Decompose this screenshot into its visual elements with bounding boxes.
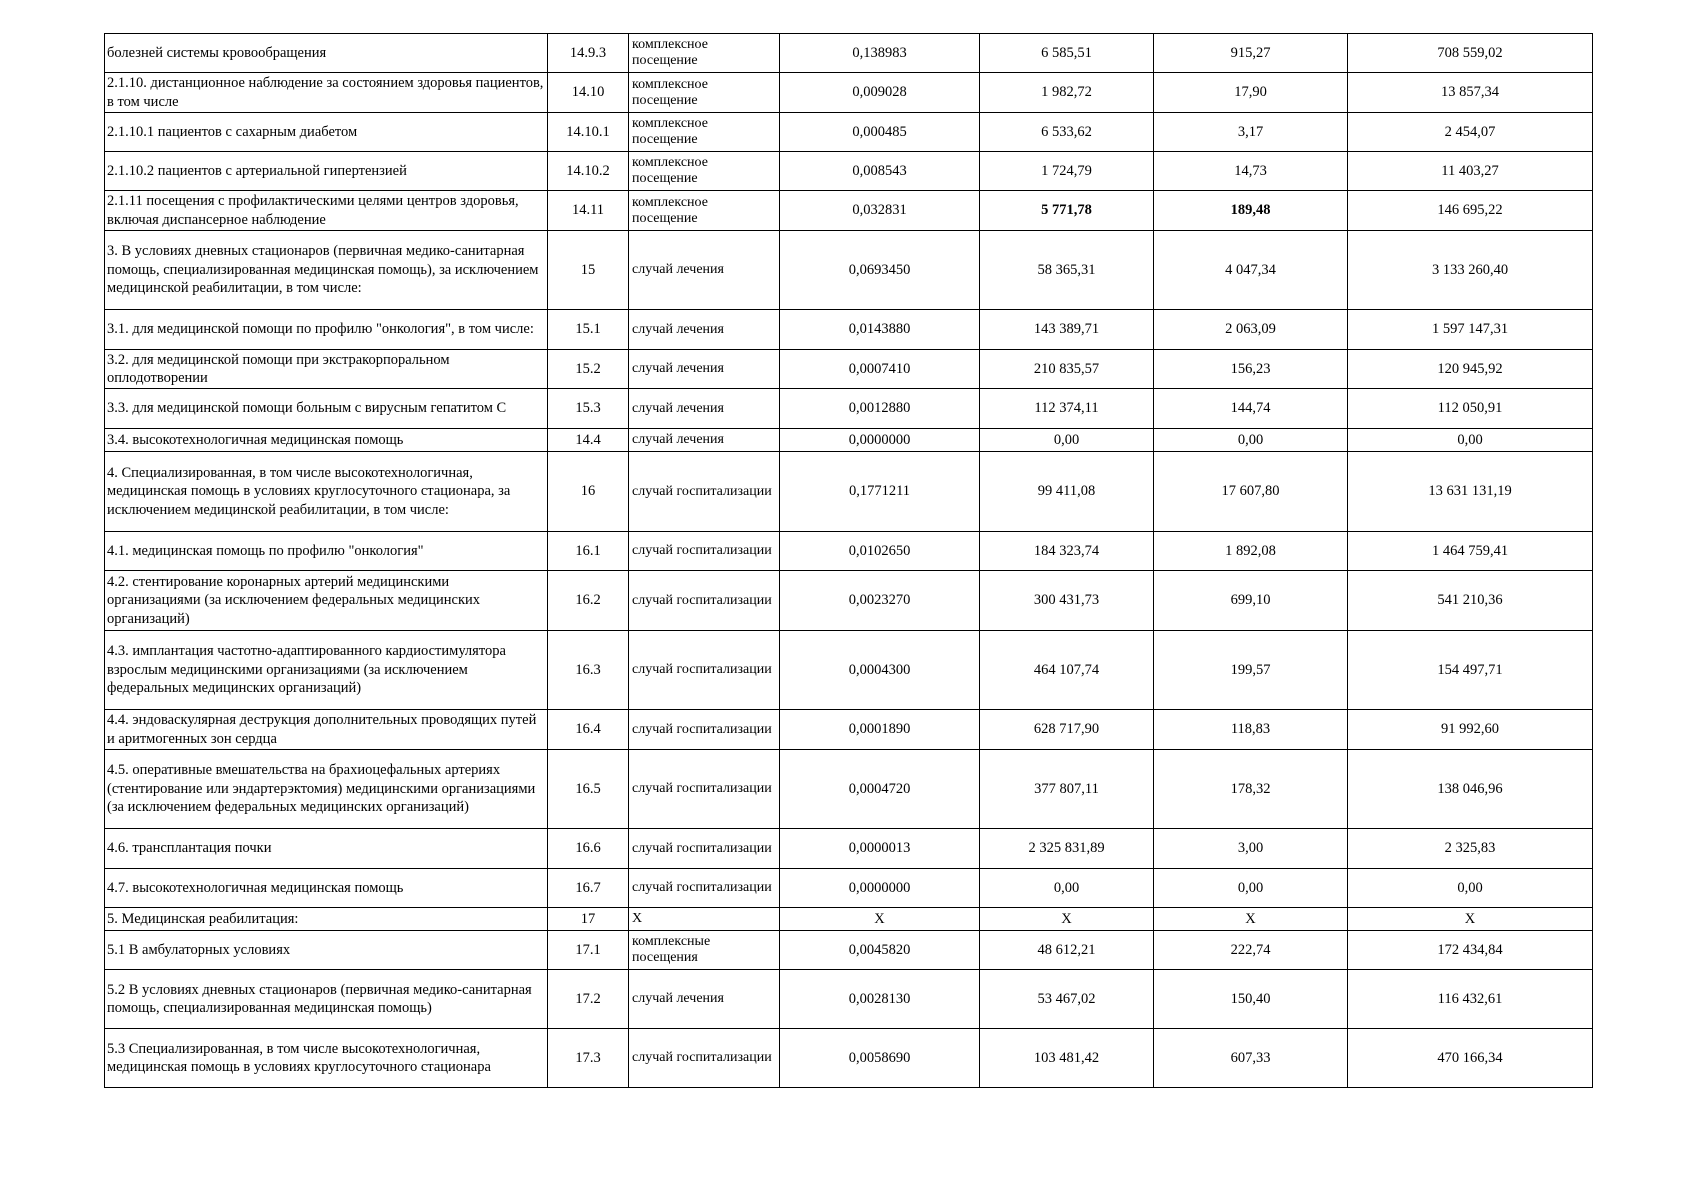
row-name-cell: 4. Специализированная, в том числе высокотехнологичная, медицинская помощь в условиях круглосуточного стационара, за исключением медицинской реабилитации, в том числе: (105, 452, 548, 532)
row-value-2-cell: 143 389,71 (980, 310, 1154, 350)
table-row (105, 1029, 1593, 1088)
row-unit-cell: случай лечения (629, 970, 780, 1029)
row-code-cell: 14.4 (548, 429, 629, 452)
row-unit-cell: случай госпитализации (629, 1029, 780, 1088)
row-unit-cell: случай госпитализации (629, 829, 780, 869)
row-value-4-cell: 172 434,84 (1348, 931, 1593, 970)
row-name-cell: 4.6. трансплантация почки (105, 829, 548, 869)
row-code-cell: 16.3 (548, 631, 629, 710)
row-value-4-cell: 2 325,83 (1348, 829, 1593, 869)
row-value-3-cell: 189,48 (1154, 191, 1348, 231)
row-value-4-cell: 3 133 260,40 (1348, 231, 1593, 310)
row-value-1-cell: 0,0028130 (780, 970, 980, 1029)
row-unit-cell: случай лечения (629, 429, 780, 452)
row-value-2-cell: 0,00 (980, 429, 1154, 452)
row-unit-cell: комплексное посещение (629, 34, 780, 73)
row-value-2-cell: 103 481,42 (980, 1029, 1154, 1088)
row-name-cell: 2.1.11 посещения с профилактическими целями центров здоровья, включая диспансерное наблюдение (105, 191, 548, 231)
row-name-cell: 2.1.10. дистанционное наблюдение за состоянием здоровья пациентов, в том числе (105, 73, 548, 113)
row-name-cell: 5.3 Специализированная, в том числе высокотехнологичная, медицинская помощь в условиях круглосуточного стационара (105, 1029, 548, 1088)
row-code-cell: 16 (548, 452, 629, 532)
row-value-3-cell: 0,00 (1154, 869, 1348, 908)
row-name-cell: 3.3. для медицинской помощи больным с вирусным гепатитом С (105, 389, 548, 429)
table-row (105, 152, 1593, 191)
row-code-cell: 16.2 (548, 571, 629, 631)
row-name-cell: 4.4. эндоваскулярная деструкция дополнительных проводящих путей и аритмогенных зон сердца (105, 710, 548, 750)
row-value-2-cell: 628 717,90 (980, 710, 1154, 750)
row-value-3-cell: 4 047,34 (1154, 231, 1348, 310)
row-value-1-cell: 0,0143880 (780, 310, 980, 350)
row-value-4-cell: 0,00 (1348, 429, 1593, 452)
row-value-4-cell: 11 403,27 (1348, 152, 1593, 191)
table-body (105, 34, 1593, 1088)
row-value-4-cell: 154 497,71 (1348, 631, 1593, 710)
row-value-2-cell: 6 533,62 (980, 113, 1154, 152)
table-row (105, 532, 1593, 571)
row-value-3-cell: 2 063,09 (1154, 310, 1348, 350)
row-value-4-cell: 120 945,92 (1348, 350, 1593, 389)
row-value-4-cell: 13 857,34 (1348, 73, 1593, 113)
row-value-4-cell: 1 464 759,41 (1348, 532, 1593, 571)
row-name-cell: 4.5. оперативные вмешательства на брахиоцефальных артериях (стентирование или эндартерэктомия) медицинскими организациями (за исключением федеральных медицинских организаций) (105, 750, 548, 829)
row-value-2-cell: 48 612,21 (980, 931, 1154, 970)
row-value-2-cell: 99 411,08 (980, 452, 1154, 532)
row-value-1-cell: 0,008543 (780, 152, 980, 191)
row-value-2-cell: 300 431,73 (980, 571, 1154, 631)
row-value-1-cell: 0,0004720 (780, 750, 980, 829)
row-name-cell: 3. В условиях дневных стационаров (первичная медико-санитарная помощь, специализированная медицинская помощь), за исключением медицинской реабилитации, в том числе: (105, 231, 548, 310)
row-value-2-cell: 112 374,11 (980, 389, 1154, 429)
row-value-2-cell: 6 585,51 (980, 34, 1154, 73)
row-value-4-cell: 91 992,60 (1348, 710, 1593, 750)
table-row (105, 571, 1593, 631)
row-unit-cell: комплексное посещение (629, 152, 780, 191)
row-value-1-cell: 0,0023270 (780, 571, 980, 631)
row-value-3-cell: 1 892,08 (1154, 532, 1348, 571)
row-code-cell: 17.3 (548, 1029, 629, 1088)
row-value-1-cell: 0,032831 (780, 191, 980, 231)
row-value-4-cell: 0,00 (1348, 869, 1593, 908)
row-value-3-cell: 0,00 (1154, 429, 1348, 452)
row-unit-cell: случай лечения (629, 310, 780, 350)
row-value-3-cell: 3,00 (1154, 829, 1348, 869)
row-value-2-cell: Х (980, 908, 1154, 931)
row-value-2-cell: 53 467,02 (980, 970, 1154, 1029)
row-name-cell: 2.1.10.1 пациентов с сахарным диабетом (105, 113, 548, 152)
table-row (105, 631, 1593, 710)
row-value-3-cell: 915,27 (1154, 34, 1348, 73)
row-value-1-cell: 0,0000000 (780, 429, 980, 452)
row-value-1-cell: 0,000485 (780, 113, 980, 152)
table-row (105, 931, 1593, 970)
row-code-cell: 16.7 (548, 869, 629, 908)
row-value-4-cell: 708 559,02 (1348, 34, 1593, 73)
row-code-cell: 16.1 (548, 532, 629, 571)
row-code-cell: 17 (548, 908, 629, 931)
row-value-1-cell: 0,138983 (780, 34, 980, 73)
table-row (105, 310, 1593, 350)
row-unit-cell: комплексное посещение (629, 113, 780, 152)
row-value-1-cell: 0,0012880 (780, 389, 980, 429)
row-unit-cell: случай госпитализации (629, 571, 780, 631)
row-value-4-cell: Х (1348, 908, 1593, 931)
row-value-4-cell: 116 432,61 (1348, 970, 1593, 1029)
row-name-cell: болезней системы кровообращения (105, 34, 548, 73)
table-row (105, 429, 1593, 452)
row-name-cell: 3.1. для медицинской помощи по профилю "онкология", в том числе: (105, 310, 548, 350)
row-value-3-cell: 178,32 (1154, 750, 1348, 829)
row-code-cell: 17.2 (548, 970, 629, 1029)
row-code-cell: 16.5 (548, 750, 629, 829)
row-value-3-cell: 156,23 (1154, 350, 1348, 389)
row-value-1-cell: 0,0001890 (780, 710, 980, 750)
row-value-1-cell: 0,0102650 (780, 532, 980, 571)
row-code-cell: 16.6 (548, 829, 629, 869)
row-name-cell: 5.2 В условиях дневных стационаров (первичная медико-санитарная помощь, специализированная медицинская помощь) (105, 970, 548, 1029)
row-value-1-cell: 0,0007410 (780, 350, 980, 389)
row-value-2-cell: 184 323,74 (980, 532, 1154, 571)
row-value-3-cell: 14,73 (1154, 152, 1348, 191)
row-code-cell: 14.10 (548, 73, 629, 113)
row-name-cell: 5.1 В амбулаторных условиях (105, 931, 548, 970)
row-unit-cell: случай лечения (629, 231, 780, 310)
table-row (105, 73, 1593, 113)
row-value-3-cell: 199,57 (1154, 631, 1348, 710)
row-unit-cell: случай госпитализации (629, 750, 780, 829)
row-code-cell: 15.3 (548, 389, 629, 429)
row-value-3-cell: 699,10 (1154, 571, 1348, 631)
row-name-cell: 4.7. высокотехнологичная медицинская помощь (105, 869, 548, 908)
row-value-3-cell: Х (1154, 908, 1348, 931)
row-code-cell: 14.9.3 (548, 34, 629, 73)
data-table (104, 33, 1593, 1088)
row-name-cell: 3.4. высокотехнологичная медицинская помощь (105, 429, 548, 452)
table-row (105, 34, 1593, 73)
row-value-3-cell: 17 607,80 (1154, 452, 1348, 532)
row-value-3-cell: 222,74 (1154, 931, 1348, 970)
row-unit-cell: случай госпитализации (629, 710, 780, 750)
row-value-2-cell: 2 325 831,89 (980, 829, 1154, 869)
table-row (105, 452, 1593, 532)
row-value-3-cell: 17,90 (1154, 73, 1348, 113)
table-row (105, 970, 1593, 1029)
row-value-1-cell: 0,0004300 (780, 631, 980, 710)
row-value-2-cell: 210 835,57 (980, 350, 1154, 389)
row-code-cell: 16.4 (548, 710, 629, 750)
row-value-2-cell: 5 771,78 (980, 191, 1154, 231)
row-unit-cell: комплексное посещение (629, 191, 780, 231)
row-unit-cell: Х (629, 908, 780, 931)
row-code-cell: 15.2 (548, 350, 629, 389)
row-unit-cell: случай госпитализации (629, 869, 780, 908)
row-code-cell: 15 (548, 231, 629, 310)
table-row (105, 869, 1593, 908)
row-value-1-cell: 0,0000000 (780, 869, 980, 908)
row-value-4-cell: 146 695,22 (1348, 191, 1593, 231)
row-value-1-cell: 0,0058690 (780, 1029, 980, 1088)
row-value-4-cell: 541 210,36 (1348, 571, 1593, 631)
row-value-4-cell: 138 046,96 (1348, 750, 1593, 829)
row-value-1-cell: 0,0000013 (780, 829, 980, 869)
row-name-cell: 3.2. для медицинской помощи при экстракорпоральном оплодотворении (105, 350, 548, 389)
row-value-3-cell: 607,33 (1154, 1029, 1348, 1088)
row-value-3-cell: 3,17 (1154, 113, 1348, 152)
row-unit-cell: случай госпитализации (629, 532, 780, 571)
row-value-2-cell: 1 982,72 (980, 73, 1154, 113)
row-value-4-cell: 1 597 147,31 (1348, 310, 1593, 350)
row-value-1-cell: 0,0693450 (780, 231, 980, 310)
row-value-1-cell: 0,009028 (780, 73, 980, 113)
table-row (105, 389, 1593, 429)
row-name-cell: 5. Медицинская реабилитация: (105, 908, 548, 931)
row-value-4-cell: 112 050,91 (1348, 389, 1593, 429)
row-unit-cell: случай лечения (629, 389, 780, 429)
row-value-2-cell: 377 807,11 (980, 750, 1154, 829)
row-name-cell: 4.1. медицинская помощь по профилю "онкология" (105, 532, 548, 571)
table-row (105, 710, 1593, 750)
row-unit-cell: комплексное посещение (629, 73, 780, 113)
row-value-4-cell: 13 631 131,19 (1348, 452, 1593, 532)
row-value-2-cell: 0,00 (980, 869, 1154, 908)
table-row (105, 750, 1593, 829)
row-value-2-cell: 464 107,74 (980, 631, 1154, 710)
document-page (104, 33, 1592, 1088)
row-unit-cell: случай госпитализации (629, 631, 780, 710)
row-code-cell: 15.1 (548, 310, 629, 350)
row-value-2-cell: 1 724,79 (980, 152, 1154, 191)
row-code-cell: 14.11 (548, 191, 629, 231)
row-value-1-cell: 0,1771211 (780, 452, 980, 532)
row-value-1-cell: Х (780, 908, 980, 931)
row-name-cell: 4.3. имплантация частотно-адаптированного кардиостимулятора взрослым медицинскими организациями (за исключением федеральных медицинских организаций) (105, 631, 548, 710)
row-value-2-cell: 58 365,31 (980, 231, 1154, 310)
row-unit-cell: комплексные посещения (629, 931, 780, 970)
row-value-3-cell: 144,74 (1154, 389, 1348, 429)
row-value-3-cell: 118,83 (1154, 710, 1348, 750)
row-unit-cell: случай госпитализации (629, 452, 780, 532)
table-row (105, 113, 1593, 152)
row-value-4-cell: 470 166,34 (1348, 1029, 1593, 1088)
row-value-3-cell: 150,40 (1154, 970, 1348, 1029)
table-row (105, 350, 1593, 389)
table-row (105, 231, 1593, 310)
row-value-1-cell: 0,0045820 (780, 931, 980, 970)
table-row (105, 191, 1593, 231)
row-name-cell: 4.2. стентирование коронарных артерий медицинскими организациями (за исключением федеральных медицинских организаций) (105, 571, 548, 631)
row-code-cell: 17.1 (548, 931, 629, 970)
row-code-cell: 14.10.2 (548, 152, 629, 191)
table-row (105, 829, 1593, 869)
table-row (105, 908, 1593, 931)
row-code-cell: 14.10.1 (548, 113, 629, 152)
row-name-cell: 2.1.10.2 пациентов с артериальной гипертензией (105, 152, 548, 191)
row-unit-cell: случай лечения (629, 350, 780, 389)
row-value-4-cell: 2 454,07 (1348, 113, 1593, 152)
